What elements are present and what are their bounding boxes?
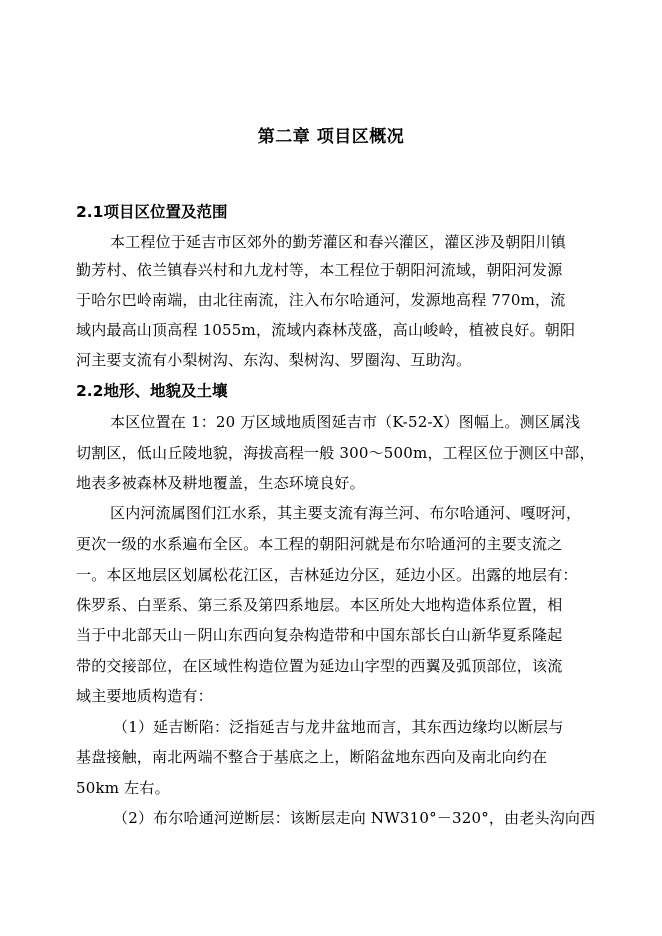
section-heading-2-2: 2.2地形、地貌及土壤 — [76, 382, 228, 400]
paragraph-line: 50km 左右。 — [76, 779, 170, 797]
paragraph-line: 切割区，低山丘陵地貌，海拔高程一般 300～500m，工程区位于测区中部， — [76, 444, 595, 462]
section-heading-2-1: 2.1项目区位置及范围 — [76, 203, 228, 221]
chapter-title: 第二章 项目区概况 — [257, 127, 405, 147]
paragraph-line: 一。本区地层区划属松花江区，吉林延边分区，延边小区。出露的地层有： — [76, 566, 578, 584]
list-item-line: （1）延吉断陷：泛指延吉与龙井盆地而言，其东西边缘均以断层与 — [113, 718, 564, 736]
paragraph-line: 当于中北部天山－阴山东西向复杂构造带和中国东部长白山新华夏系隆起 — [76, 626, 563, 644]
paragraph-line: 本工程位于延吉市区郊外的勤芳灌区和春兴灌区，灌区涉及朝阳川镇 — [110, 233, 567, 251]
paragraph-line: 更次一级的水系遍布全区。本工程的朝阳河就是布尔哈通河的主要支流之 — [76, 535, 563, 553]
paragraph-line: 地表多被森林及耕地覆盖，生态环境良好。 — [76, 474, 365, 492]
paragraph-line: 于哈尔巴岭南端，由北往南流，注入布尔哈通河，发源地高程 770m，流 — [76, 291, 566, 309]
paragraph-line: 区内河流属图们江水系，其主要支流有海兰河、布尔哈通河、嘎呀河， — [110, 504, 582, 522]
paragraph-line: 勤芳村、依兰镇春兴村和九龙村等，本工程位于朝阳河流域，朝阳河发源 — [76, 261, 563, 279]
paragraph-line: 基盘接触，南北两端不整合于基底之上，断陷盆地东西向及南北向约在 — [76, 748, 548, 766]
paragraph-line: 本区位置在 1：20 万区域地质图延吉市（K-52-Ⅹ）图幅上。测区属浅 — [110, 413, 581, 431]
paragraph-line: 域内最高山顶高程 1055m，流域内森林茂盛，高山峻岭，植被良好。朝阳 — [76, 321, 576, 339]
list-item-line: （2）布尔哈通河逆断层：该断层走向 NW310°－320°，由老头沟向西 — [113, 809, 596, 827]
paragraph-line: 侏罗系、白垩系、第三系及第四系地层。本区所处大地构造体系位置，相 — [76, 596, 563, 614]
paragraph-line: 带的交接部位，在区域性构造位置为延边山字型的西翼及弧顶部位，该流 — [76, 657, 563, 675]
paragraph-line: 河主要支流有小梨树沟、东沟、梨树沟、罗圈沟、互助沟。 — [76, 351, 472, 369]
paragraph-line: 域主要地质构造有： — [76, 687, 213, 705]
